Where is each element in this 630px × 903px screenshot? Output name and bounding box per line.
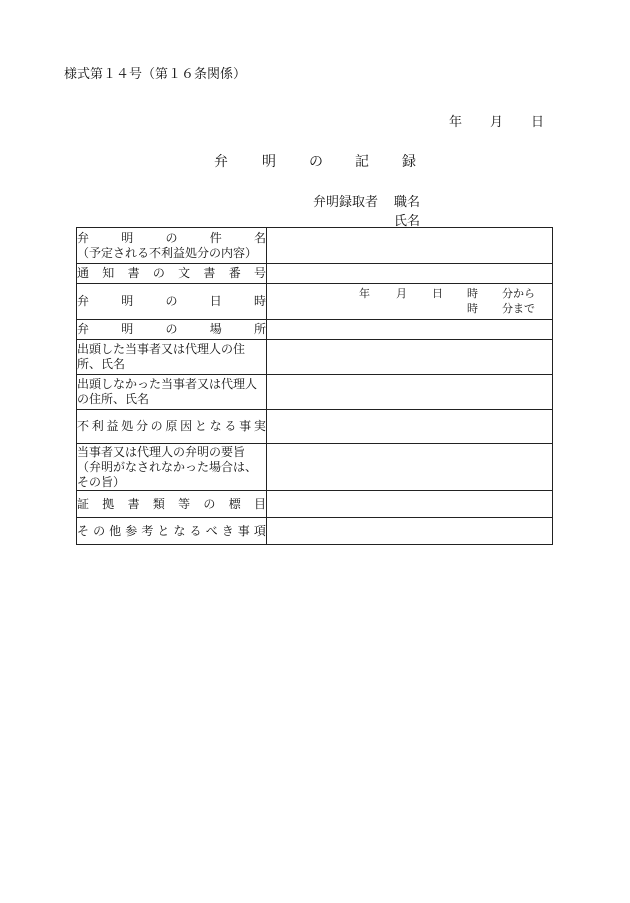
recorder-position-label: 職名 <box>394 195 421 210</box>
table-row <box>77 410 553 444</box>
label-spread: 弁 明 の 日 時 <box>77 294 266 308</box>
row-label-other <box>77 518 267 545</box>
row-label-not-attended: 出頭しなかった当事者又は代理人の住所、氏名 <box>77 375 267 410</box>
value-matter[interactable] <box>267 228 553 264</box>
value-other[interactable] <box>267 518 553 545</box>
label-spread: 弁 明 の 場 所 <box>77 322 266 336</box>
label-spread: 弁 明 の 件 名 <box>77 230 266 245</box>
title-char: 記 <box>355 154 369 170</box>
recorder-label: 弁明録取者 <box>313 195 379 210</box>
title-char: 明 <box>262 154 276 170</box>
row-label-evidence <box>77 491 267 518</box>
datetime-hour-start: 時 <box>467 287 478 300</box>
label-sub: （予定される不利益処分の内容） <box>77 245 258 260</box>
table-row <box>77 375 553 410</box>
row-label-place <box>77 320 267 340</box>
table-row <box>77 340 553 375</box>
value-datetime[interactable] <box>267 284 553 320</box>
datetime-year: 年 <box>359 287 370 300</box>
row-label-notice-number <box>77 264 267 284</box>
title-char: 弁 <box>214 154 228 170</box>
datetime-minute-until: 分まで <box>502 302 535 315</box>
table-row <box>77 320 553 340</box>
table-row <box>77 518 553 545</box>
label-spread: 通 知 書 の 文 書 番 号 <box>77 266 266 280</box>
row-label-cause <box>77 410 267 444</box>
recorder-name-label: 氏名 <box>394 214 421 229</box>
date-day: 日 <box>531 115 545 130</box>
label-spread: 証 拠 書 類 等 の 標 目 <box>77 496 266 511</box>
value-cause[interactable] <box>267 410 553 444</box>
date-year: 年 <box>449 115 463 130</box>
table-row <box>77 228 553 264</box>
datetime-hour-end: 時 <box>467 302 478 315</box>
table-row <box>77 284 553 320</box>
table-row <box>77 491 553 518</box>
form-number: 様式第１４号（第１６条関係） <box>64 67 247 82</box>
table-row <box>77 444 553 491</box>
value-not-attended[interactable] <box>267 375 553 410</box>
value-notice-number[interactable] <box>267 264 553 284</box>
title-char: の <box>309 154 323 170</box>
row-label-datetime <box>77 284 267 320</box>
datetime-day: 日 <box>432 287 443 300</box>
value-attended[interactable] <box>267 340 553 375</box>
record-table <box>76 227 553 545</box>
datetime-month: 月 <box>396 287 407 300</box>
value-place[interactable] <box>267 320 553 340</box>
label-spread: そ の 他 参 考 と な る べ き 事 項 <box>77 523 266 538</box>
date-month: 月 <box>490 115 504 130</box>
table-row <box>77 264 553 284</box>
value-evidence[interactable] <box>267 491 553 518</box>
datetime-minute-from: 分から <box>502 287 535 300</box>
value-summary[interactable] <box>267 444 553 491</box>
row-label-matter <box>77 228 267 264</box>
row-label-summary: 当事者又は代理人の弁明の要旨（弁明がなされなかった場合は、その旨） <box>77 444 267 491</box>
label-spread: 不 利 益 処 分 の 原 因 と な る 事 実 <box>77 419 266 433</box>
row-label-attended: 出頭した当事者又は代理人の住所、氏名 <box>77 340 267 375</box>
title-char: 録 <box>402 154 416 170</box>
